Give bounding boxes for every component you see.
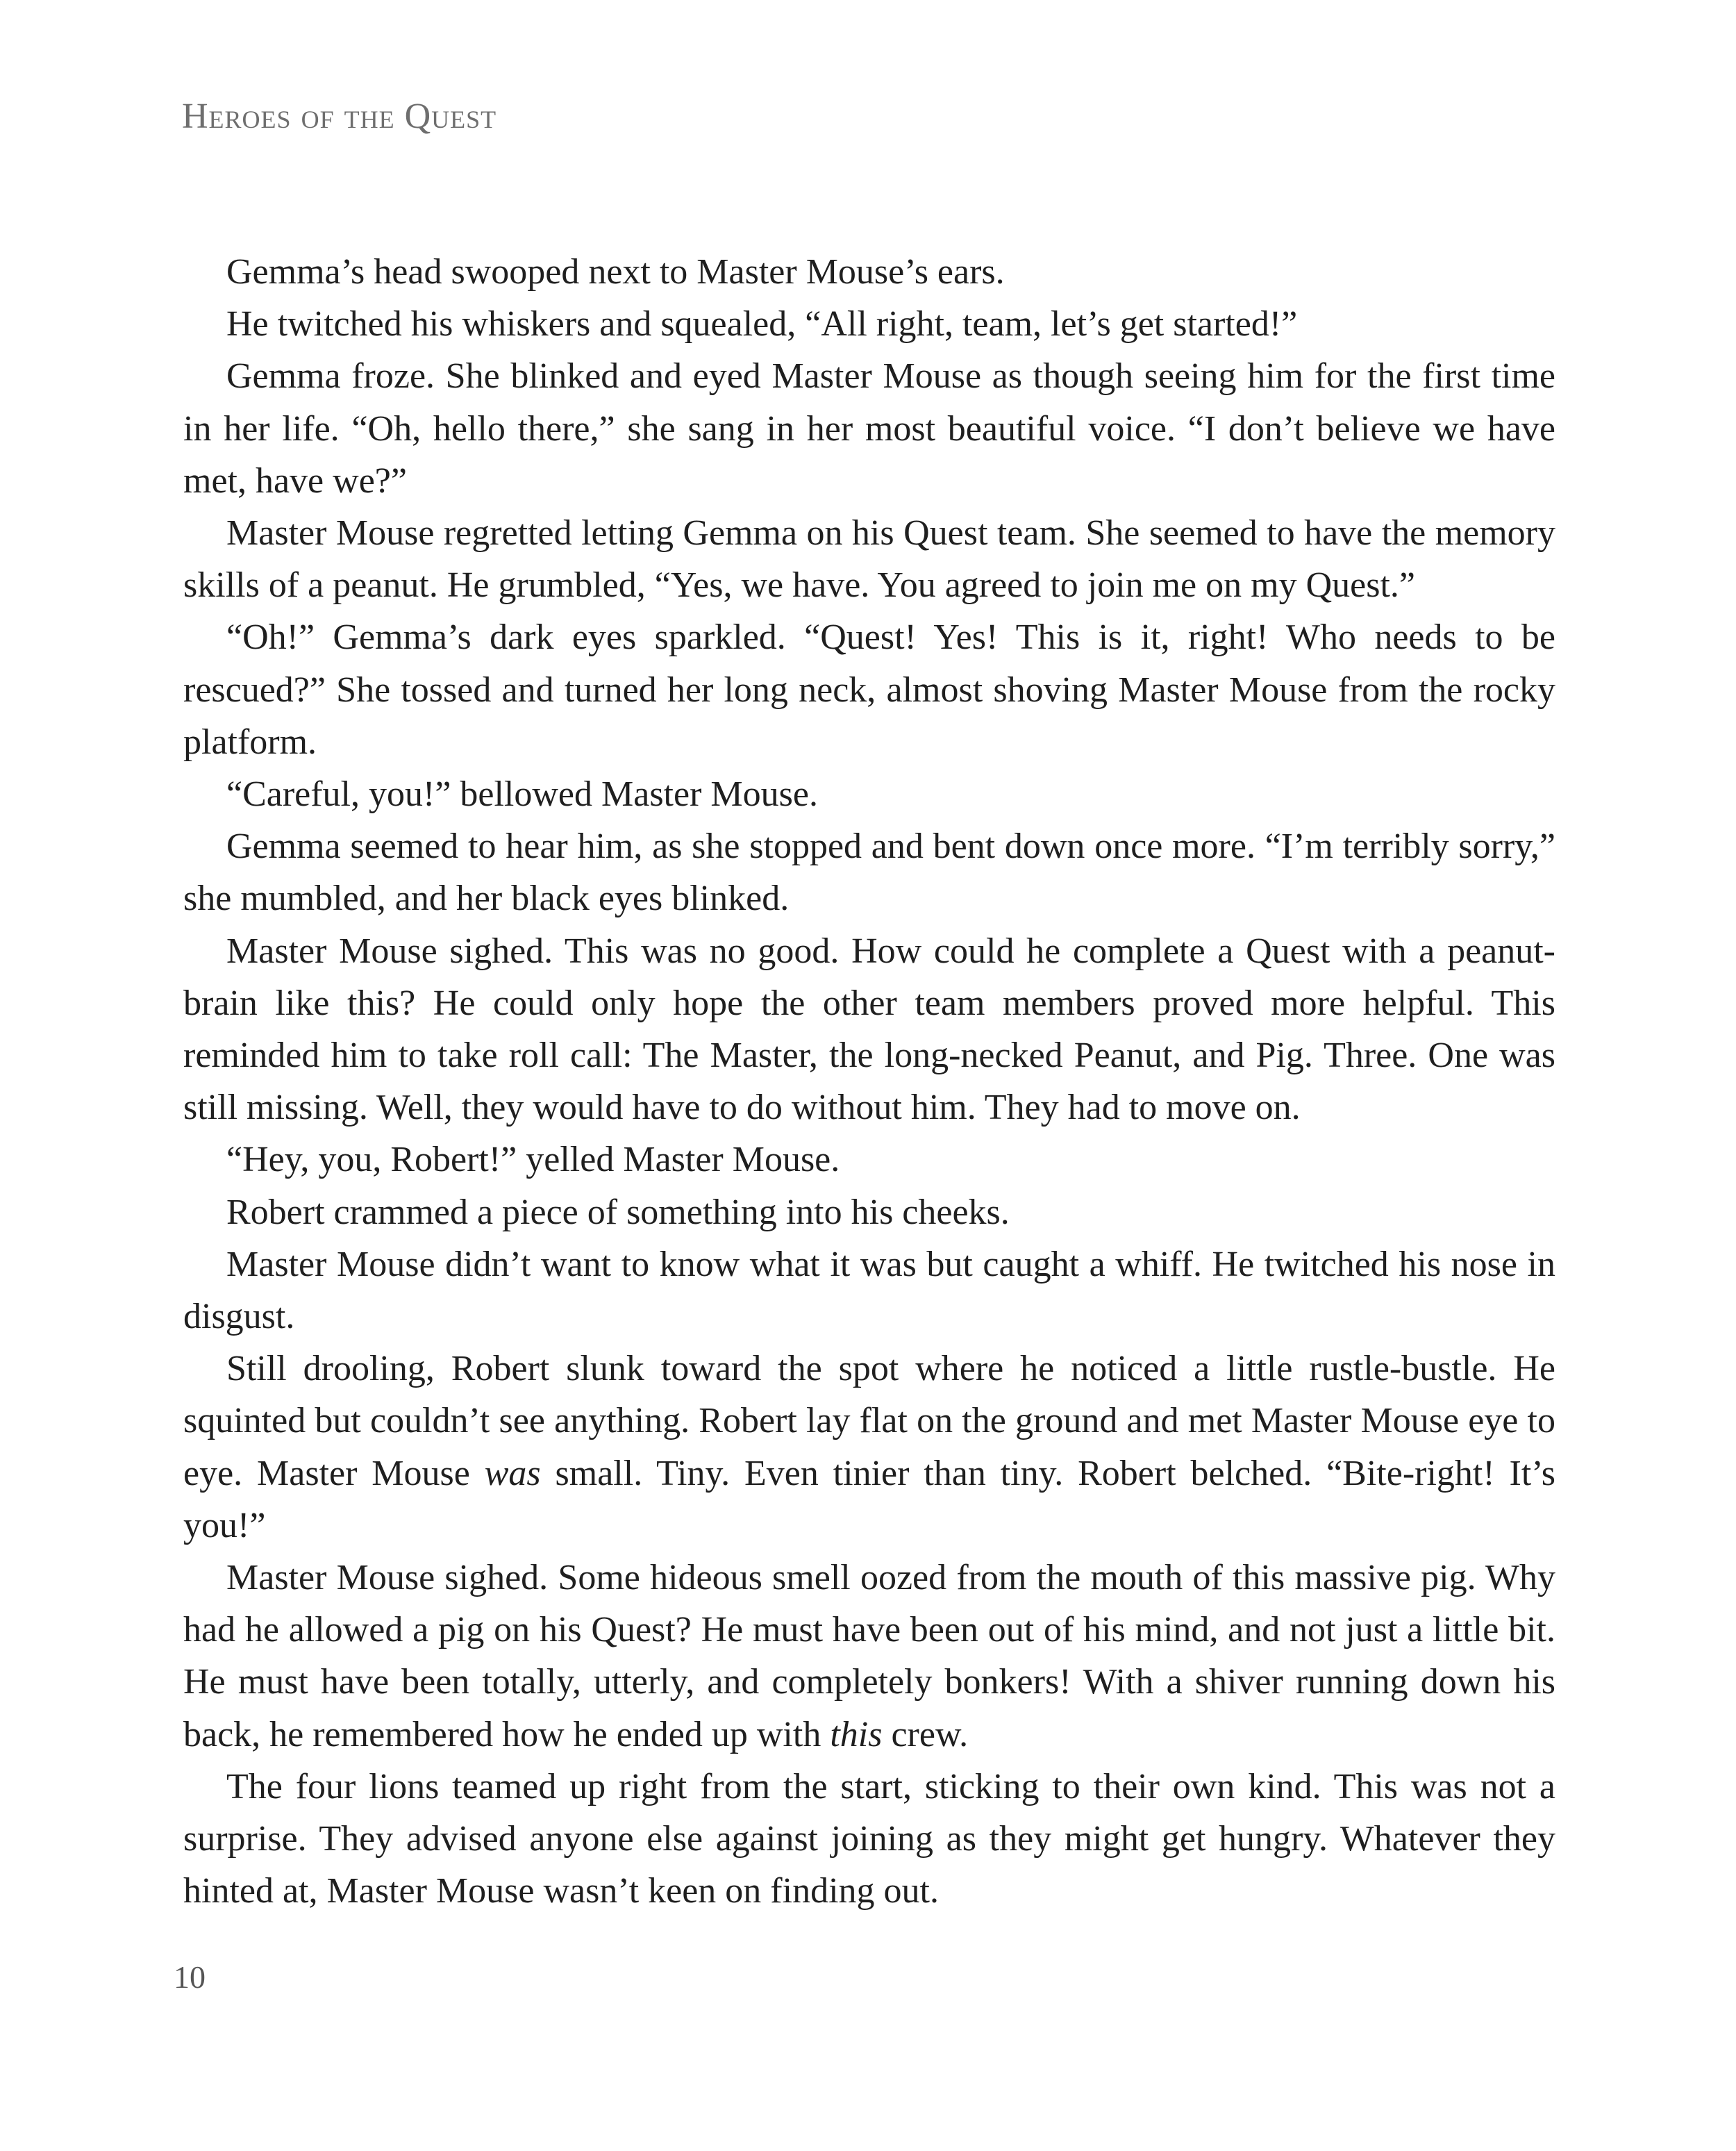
paragraph-text: small. Tiny. Even tinier than tiny. Robert belched. “Bite-right! It’s you!” [183,1453,1555,1545]
paragraph: “Oh!” Gemma’s dark eyes sparkled. “Quest! Yes! This is it, right! Who needs to be rescued?” She tossed and turned her long neck, almost shoving Master Mouse from the rocky platform. [183,617,1555,762]
emphasis-text: this [830,1714,883,1754]
emphasis-text: was [484,1453,541,1493]
paragraph-text: Still drooling, Robert slunk toward the spot where he noticed a little rustle-bustle. He squinted but couldn’t see anything. Robert lay flat on the ground and met Master Mouse eye to eye. Master Mouse [183,1349,1555,1493]
paragraph: He twitched his whiskers and squealed, “All right, team, let’s get started!” [226,304,1298,344]
paragraph: Master Mouse regretted letting Gemma on his Quest team. She seemed to have the memory skills of a peanut. He grumbled, “Yes, we have. You agreed to join me on my Quest.” [183,513,1555,606]
paragraph: Gemma seemed to hear him, as she stopped and bent down once more. “I’m terribly sorry,” she mumbled, and her black eyes blinked. [183,827,1555,919]
paragraph-crew [183,1552,1555,1761]
running-head: Heroes of the Quest [182,97,497,136]
paragraph: Robert crammed a piece of something into his cheeks. [226,1192,1010,1232]
paragraph: Gemma froze. She blinked and eyed Master Mouse as though seeing him for the first time in her life. “Oh, hello there,” she sang in her most beautiful voice. “I don’t believe we have met, have we?” [183,356,1555,501]
paragraph: “Hey, you, Robert!” yelled Master Mouse. [226,1140,840,1180]
paragraph: “Careful, you!” bellowed Master Mouse. [226,774,818,815]
page-number: 10 [174,1959,206,1995]
paragraph: The four lions teamed up right from the start, sticking to their own kind. This was not a surprise. They advised anyone else against joining as they might get hungry. Whatever they hinted at, Master Mouse wasn’t keen on finding out. [183,1766,1555,1911]
body-text [183,246,1555,1918]
paragraph: Gemma’s head swooped next to Master Mouse’s ears. [226,252,1005,292]
paragraph-text: crew. [882,1714,969,1754]
paragraph: Master Mouse didn’t want to know what it was but caught a whiff. He twitched his nose in disgust. [183,1244,1555,1337]
paragraph-robert [183,1343,1555,1552]
paragraph: Master Mouse sighed. This was no good. How could he complete a Quest with a peanut-brain like this? He could only hope the other team members proved more helpful. This reminded him to take roll call: The Master, the long-necked Peanut, and Pig. Three. One was still missing. Well, they would have to do without him. They had to move on. [183,931,1555,1128]
paragraph-text: Master Mouse sighed. Some hideous smell oozed from the mouth of this massive pig. Why had he allowed a pig on his Quest? He must have been out of his mind, and not just a little bit. He must have been totally, utterly, and completely bonkers! With a shiver running down his back, he remembered how he ended up with [183,1558,1555,1754]
